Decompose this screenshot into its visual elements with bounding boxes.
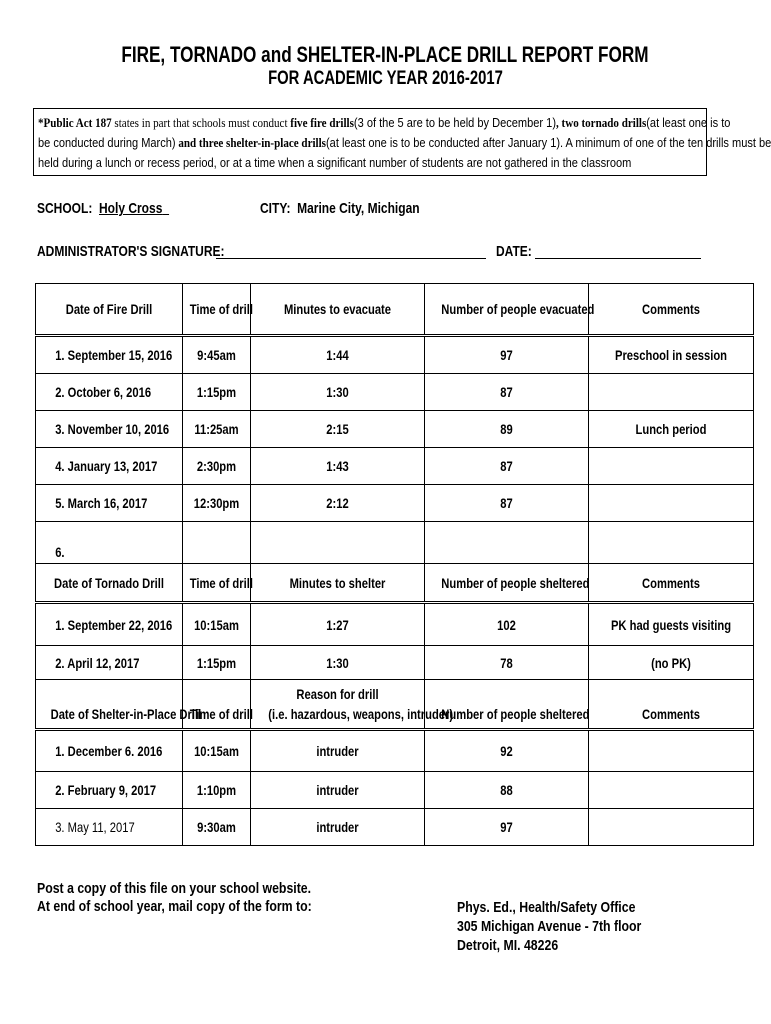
tornado-people[interactable]: 78 <box>425 646 589 680</box>
shelter-time[interactable]: 9:30am <box>183 809 251 846</box>
table-row <box>36 374 754 411</box>
school-label: SCHOOL: <box>37 200 93 217</box>
fire-people[interactable]: 87 <box>425 485 589 522</box>
tornado-header-people: Number of people sheltered <box>425 564 589 603</box>
drill-report-table <box>35 283 754 846</box>
tornado-comment[interactable]: PK had guests visiting <box>589 603 754 646</box>
shelter-header-date: Date of Shelter-in-Place Drill <box>36 680 183 730</box>
shelter-header-people: Number of people sheltered <box>425 680 589 730</box>
footer-instruction-1: Post a copy of this file on your school website. <box>37 880 312 897</box>
fire-header-time: Time of drill <box>183 284 251 336</box>
fire-header-minutes: Minutes to evacuate <box>251 284 425 336</box>
shelter-reason[interactable]: intruder <box>251 730 425 772</box>
fire-minutes[interactable]: 2:15 <box>251 411 425 448</box>
school-value[interactable]: Holy Cross <box>99 200 163 217</box>
city-label: CITY: <box>260 200 291 217</box>
date-label: DATE: <box>496 243 532 260</box>
fire-date[interactable]: 3. November 10, 2016 <box>36 411 183 448</box>
city-field <box>260 200 459 217</box>
table-row <box>36 411 754 448</box>
fire-comment[interactable]: Preschool in session <box>589 336 754 374</box>
form-subtitle: FOR ACADEMIC YEAR 2016-2017 <box>267 68 503 89</box>
fire-time[interactable]: 11:25am <box>183 411 251 448</box>
table-row <box>36 772 754 809</box>
table-row <box>36 646 754 680</box>
form-title: FIRE, TORNADO and SHELTER-IN-PLACE DRILL REPORT FORM <box>121 42 649 67</box>
table-row <box>36 336 754 374</box>
table-row <box>36 485 754 522</box>
tornado-date[interactable]: 2. April 12, 2017 <box>36 646 183 680</box>
school-field <box>37 200 202 217</box>
shelter-header-row <box>36 680 754 730</box>
fire-header-people: Number of people evacuated <box>425 284 589 336</box>
tornado-header-date: Date of Tornado Drill <box>36 564 183 603</box>
shelter-header-comments: Comments <box>589 680 754 730</box>
date-line[interactable] <box>535 258 701 259</box>
fire-minutes[interactable] <box>251 522 425 564</box>
fire-header-row <box>36 284 754 336</box>
table-row <box>36 448 754 485</box>
tornado-date[interactable]: 1. September 22, 2016 <box>36 603 183 646</box>
fire-header-comments: Comments <box>589 284 754 336</box>
shelter-people[interactable]: 88 <box>425 772 589 809</box>
fire-people[interactable]: 87 <box>425 374 589 411</box>
fire-date[interactable]: 1. September 15, 2016 <box>36 336 183 374</box>
fire-date[interactable]: 4. January 13, 2017 <box>36 448 183 485</box>
fire-header-date: Date of Fire Drill <box>36 284 183 336</box>
fire-time[interactable]: 2:30pm <box>183 448 251 485</box>
public-act-notice: *Public Act 187 states in part that schools must conduct five fire drills(3 of the 5 are to be held by December 1), two tornado drills(at least one is to be conducted during March) and three shelter-in-place drills(at least one is to be conducted after January 1). A minimum of one of the ten drills must be held during a lunch or recess period, or at a time when a significant number of students are not gathered in the classroom <box>33 108 707 176</box>
table-row <box>36 809 754 846</box>
admin-signature-label: ADMINISTRATOR'S SIGNATURE: <box>37 243 225 260</box>
shelter-date[interactable]: 2. February 9, 2017 <box>36 772 183 809</box>
shelter-header-time: Time of drill <box>183 680 251 730</box>
tornado-header-time: Time of drill <box>183 564 251 603</box>
shelter-time[interactable]: 1:10pm <box>183 772 251 809</box>
shelter-people[interactable]: 92 <box>425 730 589 772</box>
fire-people[interactable]: 89 <box>425 411 589 448</box>
table-row <box>36 522 754 564</box>
shelter-comment[interactable] <box>589 809 754 846</box>
shelter-people[interactable]: 97 <box>425 809 589 846</box>
table-row <box>36 603 754 646</box>
fire-comment[interactable] <box>589 522 754 564</box>
table-row <box>36 730 754 772</box>
shelter-comment[interactable] <box>589 772 754 809</box>
fire-comment[interactable]: Lunch period <box>589 411 754 448</box>
fire-time[interactable] <box>183 522 251 564</box>
fire-minutes[interactable]: 1:44 <box>251 336 425 374</box>
tornado-comment[interactable]: (no PK) <box>589 646 754 680</box>
fire-time[interactable]: 1:15pm <box>183 374 251 411</box>
shelter-reason[interactable]: intruder <box>251 809 425 846</box>
fire-time[interactable]: 12:30pm <box>183 485 251 522</box>
shelter-reason[interactable]: intruder <box>251 772 425 809</box>
tornado-header-minutes: Minutes to shelter <box>251 564 425 603</box>
fire-time[interactable]: 9:45am <box>183 336 251 374</box>
fire-minutes[interactable]: 1:43 <box>251 448 425 485</box>
mailing-address-line-3: Detroit, MI. 48226 <box>457 937 559 954</box>
mailing-address-line-1: Phys. Ed., Health/Safety Office <box>457 899 636 916</box>
tornado-time[interactable]: 1:15pm <box>183 646 251 680</box>
fire-date[interactable]: 2. October 6, 2016 <box>36 374 183 411</box>
city-value[interactable]: Marine City, Michigan <box>297 200 420 217</box>
fire-comment[interactable] <box>589 485 754 522</box>
shelter-time[interactable]: 10:15am <box>183 730 251 772</box>
tornado-minutes[interactable]: 1:27 <box>251 603 425 646</box>
fire-comment[interactable] <box>589 374 754 411</box>
shelter-comment[interactable] <box>589 730 754 772</box>
shelter-date[interactable]: 3. May 11, 2017 <box>36 809 183 846</box>
tornado-header-comments: Comments <box>589 564 754 603</box>
tornado-header-row <box>36 564 754 603</box>
fire-date[interactable]: 5. March 16, 2017 <box>36 485 183 522</box>
fire-people[interactable]: 97 <box>425 336 589 374</box>
signature-line[interactable] <box>216 258 486 259</box>
tornado-people[interactable]: 102 <box>425 603 589 646</box>
mailing-address-line-2: 305 Michigan Avenue - 7th floor <box>457 918 642 935</box>
tornado-time[interactable]: 10:15am <box>183 603 251 646</box>
shelter-header-reason: Reason for drill (i.e. hazardous, weapons, intruder) <box>251 680 425 730</box>
fire-date[interactable]: 6. <box>36 522 183 564</box>
fire-comment[interactable] <box>589 448 754 485</box>
fire-minutes[interactable]: 2:12 <box>251 485 425 522</box>
fire-people[interactable]: 87 <box>425 448 589 485</box>
fire-minutes[interactable]: 1:30 <box>251 374 425 411</box>
shelter-date[interactable]: 1. December 6. 2016 <box>36 730 183 772</box>
tornado-minutes[interactable]: 1:30 <box>251 646 425 680</box>
fire-people[interactable] <box>425 522 589 564</box>
footer-instruction-2: At end of school year, mail copy of the form to: <box>37 898 312 915</box>
